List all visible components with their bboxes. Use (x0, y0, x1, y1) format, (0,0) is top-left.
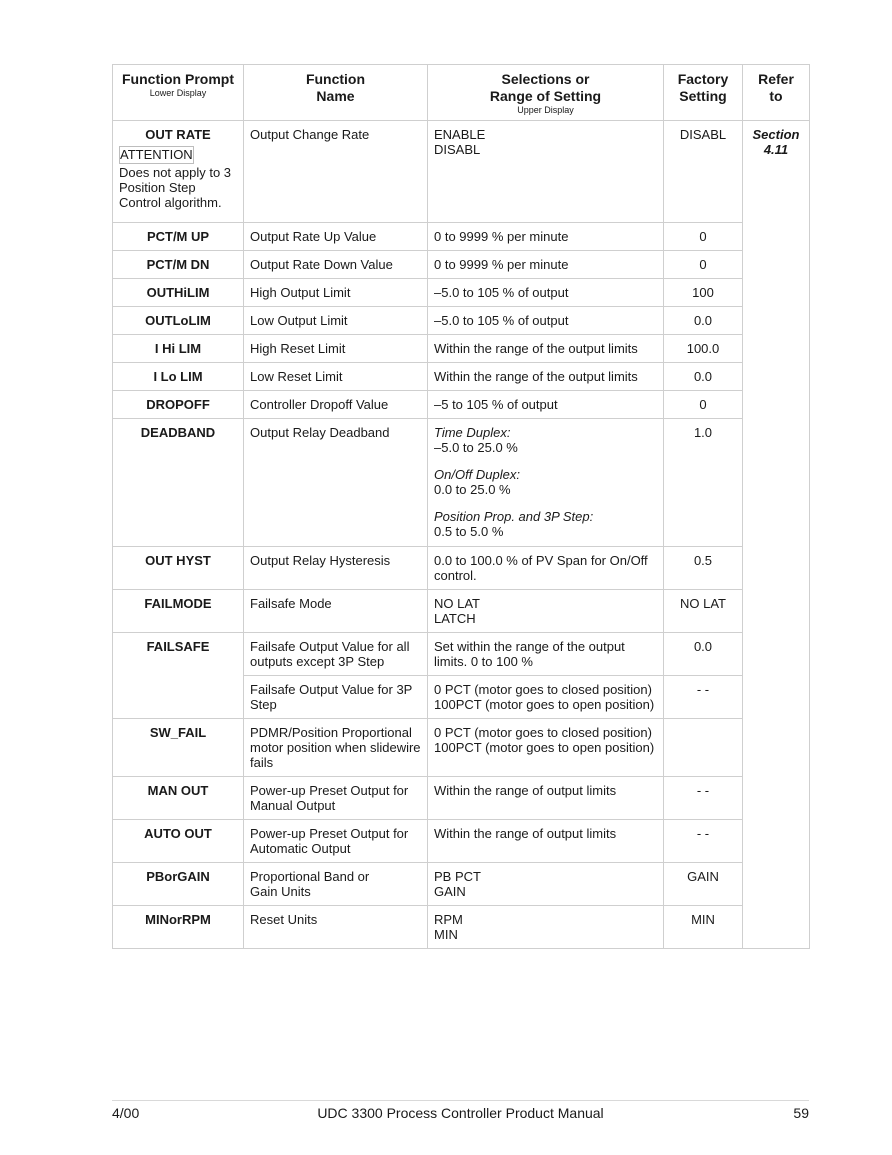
prompt-cell: I Lo LIM (113, 363, 244, 391)
table-row (113, 863, 810, 906)
table-row (113, 719, 810, 777)
header-function-name: Function Name (244, 65, 428, 121)
selection-cell: Within the range of output limits (428, 777, 664, 820)
selection-cell: 0 to 9999 % per minute (428, 251, 664, 279)
table-row (113, 391, 810, 419)
name-cell: Output Change Rate (244, 121, 428, 223)
selection-cell: Set within the range of the output limits. 0 to 100 % (428, 633, 664, 676)
name-cell: Output Relay Hysteresis (244, 547, 428, 590)
factory-cell: 0.0 (664, 307, 743, 335)
function-table (112, 64, 810, 949)
selection-cell: 0.0 to 100.0 % of PV Span for On/Off control. (428, 547, 664, 590)
table-row (113, 633, 810, 676)
prompt-cell: OUT HYST (113, 547, 244, 590)
factory-cell: 0.0 (664, 363, 743, 391)
factory-cell: NO LAT (664, 590, 743, 633)
selection-cell: NO LAT LATCH (428, 590, 664, 633)
factory-cell: MIN (664, 906, 743, 949)
name-cell: Output Rate Up Value (244, 223, 428, 251)
header-lower-display: Lower Display (149, 88, 207, 98)
attention-note: Does not apply to 3 Position Step Control algorithm. (119, 165, 232, 210)
table-row (113, 777, 810, 820)
selection-cell: PB PCT GAIN (428, 863, 664, 906)
name-cell: PDMR/Position Proportional motor position when slidewire fails (244, 719, 428, 777)
selection-cell: Within the range of the output limits (428, 335, 664, 363)
table-row (113, 906, 810, 949)
prompt-cell: FAILMODE (113, 590, 244, 633)
selection-cell: 0 PCT (motor goes to closed position) 100PCT (motor goes to open position) (428, 719, 664, 777)
factory-cell: 0 (664, 223, 743, 251)
table-row (113, 121, 810, 223)
selection-cell: ENABLE DISABL (428, 121, 664, 223)
selection-cell: 0 to 9999 % per minute (428, 223, 664, 251)
factory-cell: - - (664, 676, 743, 719)
attention-label: ATTENTION (120, 147, 193, 162)
name-cell: Reset Units (244, 906, 428, 949)
table-row (113, 547, 810, 590)
name-cell: Power-up Preset Output for Automatic Output (244, 820, 428, 863)
factory-cell: 0 (664, 391, 743, 419)
name-cell: Failsafe Output Value for all outputs except 3P Step (244, 633, 428, 676)
table-header-row (113, 65, 810, 121)
name-cell: Power-up Preset Output for Manual Output (244, 777, 428, 820)
factory-cell: - - (664, 777, 743, 820)
prompt-cell: OUT RATE ATTENTION Does not apply to 3 Position Step Control algorithm. (113, 121, 244, 223)
name-cell: High Output Limit (244, 279, 428, 307)
factory-cell (664, 719, 743, 777)
name-cell: Output Rate Down Value (244, 251, 428, 279)
header-upper-display: Upper Display (517, 105, 574, 115)
table-row (113, 279, 810, 307)
table-row (113, 307, 810, 335)
factory-cell: DISABL (664, 121, 743, 223)
footer-page-number: 59 (793, 1105, 809, 1121)
factory-cell: 100 (664, 279, 743, 307)
page-footer (112, 1100, 809, 1121)
prompt-cell: PCT/M DN (113, 251, 244, 279)
header-function-prompt: Function Prompt Lower Display (113, 65, 244, 121)
footer-manual-title: UDC 3300 Process Controller Product Manual (317, 1105, 604, 1121)
name-cell: Output Relay Deadband (244, 419, 428, 547)
refer-section-number: 4.11 (763, 142, 789, 157)
prompt-cell: OUTLoLIM (113, 307, 244, 335)
refer-cell (743, 121, 810, 949)
factory-cell: 0 (664, 251, 743, 279)
table-row (113, 363, 810, 391)
selection-cell: –5.0 to 105 % of output (428, 307, 664, 335)
header-factory-setting: Factory Setting (664, 65, 743, 121)
header-selections: Selections or Range of Setting Upper Display (428, 65, 664, 121)
table-row (113, 335, 810, 363)
selection-cell: RPM MIN (428, 906, 664, 949)
factory-cell: 0.0 (664, 633, 743, 676)
prompt-cell: PCT/M UP (113, 223, 244, 251)
prompt-cell: DROPOFF (113, 391, 244, 419)
factory-cell: GAIN (664, 863, 743, 906)
selection-cell: 0 PCT (motor goes to closed position) 100PCT (motor goes to open position) (428, 676, 664, 719)
name-cell: Controller Dropoff Value (244, 391, 428, 419)
refer-section-label: Section (752, 127, 800, 142)
name-cell: Low Reset Limit (244, 363, 428, 391)
header-refer-to: Refer to (743, 65, 810, 121)
name-cell: Proportional Band or Gain Units (244, 863, 428, 906)
prompt-cell: OUTHiLIM (113, 279, 244, 307)
factory-cell: 100.0 (664, 335, 743, 363)
factory-cell: 1.0 (664, 419, 743, 547)
factory-cell: 0.5 (664, 547, 743, 590)
prompt-cell: MAN OUT (113, 777, 244, 820)
table-row (113, 251, 810, 279)
name-cell: Failsafe Mode (244, 590, 428, 633)
table-row (113, 419, 810, 547)
name-cell: Failsafe Output Value for 3P Step (244, 676, 428, 719)
table-row (113, 223, 810, 251)
selection-cell: –5.0 to 105 % of output (428, 279, 664, 307)
footer-date: 4/00 (112, 1105, 140, 1121)
selection-cell: Within the range of output limits (428, 820, 664, 863)
factory-cell: - - (664, 820, 743, 863)
name-cell: Low Output Limit (244, 307, 428, 335)
table-row (113, 590, 810, 633)
prompt-cell: PBorGAIN (113, 863, 244, 906)
prompt-cell: SW_FAIL (113, 719, 244, 777)
prompt-cell: FAILSAFE (113, 633, 244, 719)
prompt-cell: I Hi LIM (113, 335, 244, 363)
selection-cell: Time Duplex: –5.0 to 25.0 % On/Off Duplex: 0.0 to 25.0 % Position Prop. and 3P Step: 0.5 to 5.0 % (428, 419, 664, 547)
prompt-cell: DEADBAND (113, 419, 244, 547)
selection-cell: –5 to 105 % of output (428, 391, 664, 419)
prompt-cell: MINorRPM (113, 906, 244, 949)
selection-cell: Within the range of the output limits (428, 363, 664, 391)
table-row (113, 820, 810, 863)
name-cell: High Reset Limit (244, 335, 428, 363)
prompt-cell: AUTO OUT (113, 820, 244, 863)
